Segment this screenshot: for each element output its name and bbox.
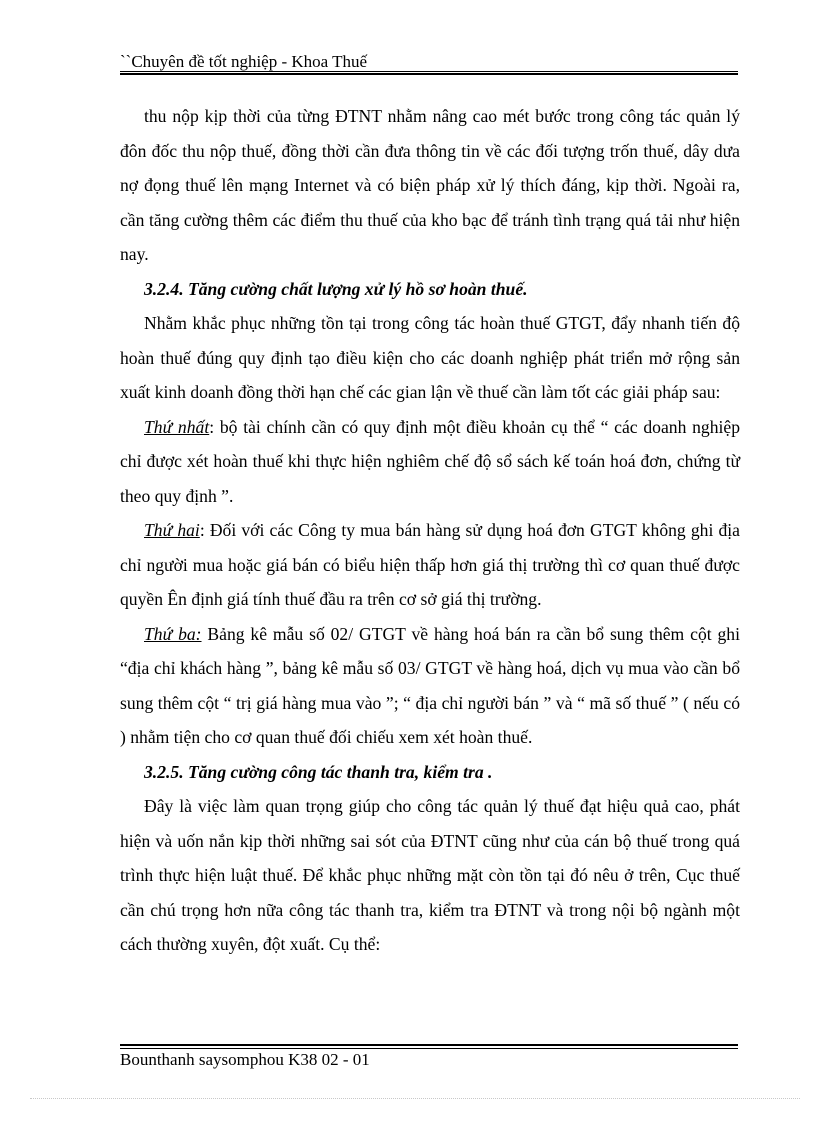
paragraph-second-measure [120,513,740,617]
paragraph-first-measure [120,410,740,514]
second-measure-label: Thứ hai [144,520,200,540]
first-measure-label: Thứ nhất [144,416,210,437]
section-heading-3-2-5: 3.2.5. Tăng cường công tác thanh tra, kiểm tra . [144,761,493,782]
footer-rule-thin [120,1048,738,1049]
third-measure-text: Bảng kê mẫu số 02/ GTGT về hàng hoá bán ra cần bổ sung thêm cột ghi “địa chỉ khách hàng ”, bảng kê mẫu số 03/ GTGT về hàng hoá, dịch vụ mua vào cần bổ sung thêm cột “ trị giá hàng mua vào ”; “ địa chỉ người bán ” và “ mã số thuế ” ( nếu có ) nhằm tiện cho cơ quan thuế đối chiếu xem xét hoàn thuế. [120,623,740,747]
page-footer [120,1050,370,1070]
first-measure-text: : bộ tài chính cần có quy định một điều khoản cụ thể “ các doanh nghiệp chỉ được xét hoàn thuế khi thực hiện nghiêm chế độ sổ sách kế toán hoá đơn, chứng từ theo quy định ”. [120,416,741,506]
header-rule-thin [120,71,738,72]
second-measure-text: : Đối với các Công ty mua bán hàng sử dụng hoá đơn GTGT không ghi địa chỉ người mua hoặc giá bán có biểu hiện thấp hơn giá thị trường thì cơ quan thuế được quyền Ên định giá tính thuế đầu ra trên cơ sở giá thị trường. [120,520,740,609]
third-measure-label: Thứ ba: [144,623,202,644]
page-header [120,52,738,72]
paragraph-intro: thu nộp kịp thời của từng ĐTNT nhằm nâng cao mét bước trong công tác quản lý đôn đốc thu nộp thuế, đồng thời cần đưa thông tin về các đối tượng trốn thuế, dây dưa nợ đọng thuế lên mạng Internet và có biện pháp xử lý thích đáng, kịp thời. Ngoài ra, cần tăng cường thêm các điểm thu thuế của kho bạc để tránh tình trạng quá tải như hiện nay. [120,106,740,264]
paragraph-inspection: Đây là việc làm quan trọng giúp cho công tác quản lý thuế đạt hiệu quả cao, phát hiện và uốn nắn kịp thời những sai sót của ĐTNT cũng như của cán bộ thuế trong quá trình thực hiện luật thuế. Để khắc phục những mặt còn tồn tại đó nêu ở trên, Cục thuế cần chú trọng hơn nữa công tác thanh tra, kiểm tra ĐTNT và trong nội bộ ngành một cách thường xuyên, đột xuất. Cụ thể: [120,796,740,954]
footer-text: Bounthanh saysomphou K38 02 - 01 [120,1050,370,1069]
document-body [120,99,740,962]
paragraph-refund-intro: Nhằm khắc phục những tồn tại trong công tác hoàn thuế GTGT, đẩy nhanh tiến độ hoàn thuế đúng quy định tạo điều kiện cho các doanh nghiệp phát triển mở rộng sản xuất kinh doanh đồng thời hạn chế các gian lận về thuế cần làm tốt các giải pháp sau: [120,313,740,402]
section-heading-3-2-4: 3.2.4. Tăng cường chất lượng xử lý hồ sơ hoàn thuế. [144,278,528,299]
page-edge-dotted-line [30,1098,800,1099]
header-text: ``Chuyên đề tốt nghiệp - Khoa Thuế [120,52,368,71]
footer-rule-thick [120,1044,738,1046]
paragraph-third-measure [120,617,740,755]
header-rule-thick [120,73,738,75]
